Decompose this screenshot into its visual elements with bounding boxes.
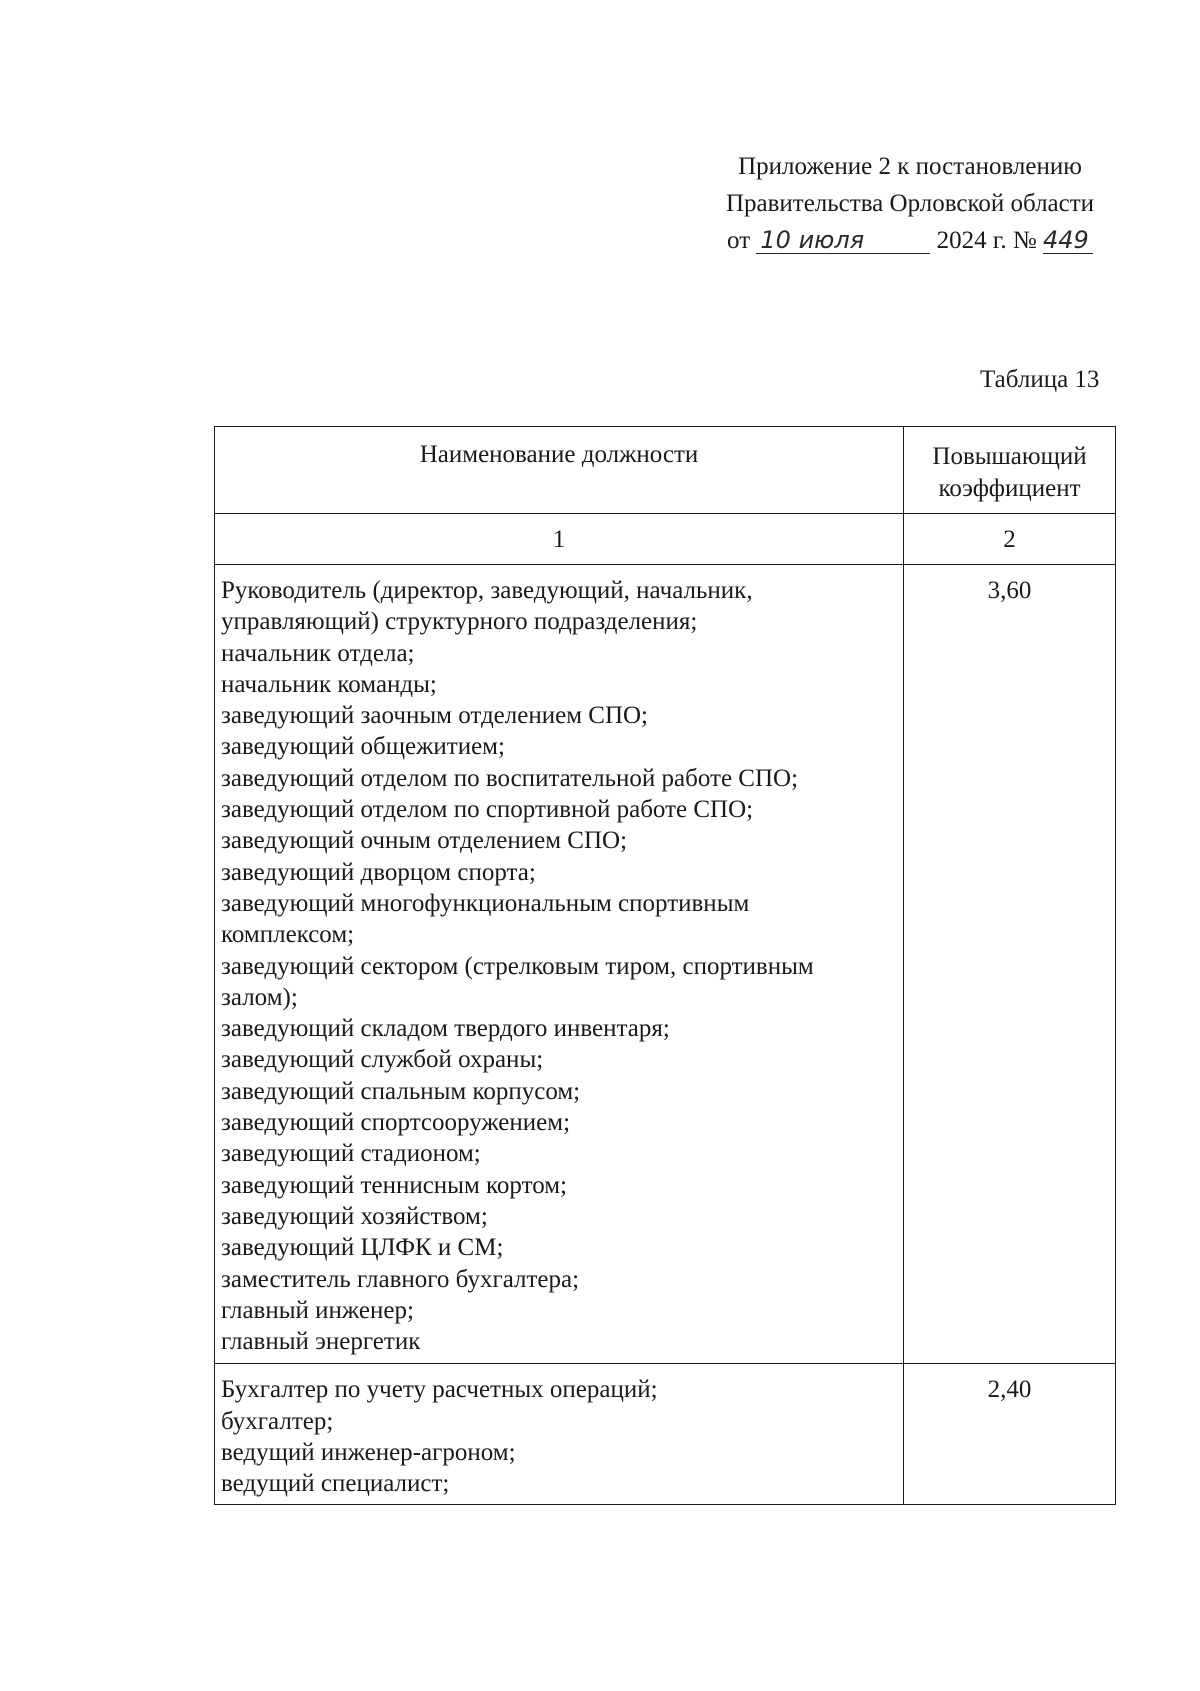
position-name: Бухгалтер по учету расчетных операций; [221,1376,658,1404]
table-row [215,1364,1116,1504]
table-header-row [215,427,1116,514]
position-name: бухгалтер; [221,1407,334,1435]
column-number-1: 1 [215,514,904,565]
table-row [215,565,1116,1364]
positions-cell [215,1364,904,1504]
coefficient-cell: 3,60 [904,565,1116,1364]
position-name: ведущий инженер-агроном; [221,1439,516,1467]
position-name: начальник команды; [221,670,437,698]
position-name: заведующий хозяйством; [221,1202,488,1230]
coefficient-cell: 2,40 [904,1364,1116,1504]
position-name: главный энергетик [221,1328,421,1356]
handwritten-number: 449 [1043,227,1093,254]
position-name: заведующий спальным корпусом; [221,1077,581,1105]
document-header [690,148,1130,259]
header-prefix: от [727,227,751,254]
position-name: залом); [221,983,298,1011]
position-name: заведующий спортсооружением; [221,1109,571,1137]
position-name: начальник отдела; [221,639,415,667]
table-caption: Таблица 13 [980,366,1100,393]
header-line-1: Приложение 2 к постановлению [738,153,1082,180]
column-number-2: 2 [904,514,1116,565]
column-header-coefficient: Повышающий коэффициент [904,427,1116,514]
positions-cell [215,565,904,1364]
position-name: заместитель главного бухгалтера; [221,1265,580,1293]
position-name: заведующий теннисным кортом; [221,1171,567,1199]
position-name: Руководитель (директор, заведующий, начальник, [221,577,753,604]
position-name: заведующий заочным отделением СПО; [221,702,649,730]
position-name: ведущий специалист; [221,1470,450,1498]
position-name: заведующий стадионом; [221,1140,481,1168]
position-name: заведующий складом твердого инвентаря; [221,1015,670,1043]
position-name: заведующий отделом по спортивной работе СПО; [221,796,754,824]
header-line-2: Правительства Орловской области [725,190,1095,217]
positions-table [214,426,1116,1505]
position-name: заведующий дворцом спорта; [221,858,536,886]
position-name: заведующий отделом по воспитательной работе СПО; [221,764,799,792]
position-name: заведующий сектором (стрелковым тиром, спортивным [221,952,814,980]
position-name: заведующий общежитием; [221,733,505,761]
header-year: 2024 г. № [936,227,1037,254]
handwritten-date: 10 июля [756,227,930,254]
position-name: главный инженер; [221,1296,414,1324]
position-name: управляющий) структурного подразделения; [221,608,698,636]
column-number-row [215,514,1116,565]
position-name: комплексом; [221,921,355,949]
position-name: заведующий очным отделением СПО; [221,827,628,855]
position-name: заведующий многофункциональным спортивным [221,889,750,917]
position-name: заведующий ЦЛФК и СМ; [221,1234,504,1262]
position-name: заведующий службой охраны; [221,1046,544,1074]
header-line-3 [690,222,1130,259]
column-header-position: Наименование должности [215,427,904,514]
